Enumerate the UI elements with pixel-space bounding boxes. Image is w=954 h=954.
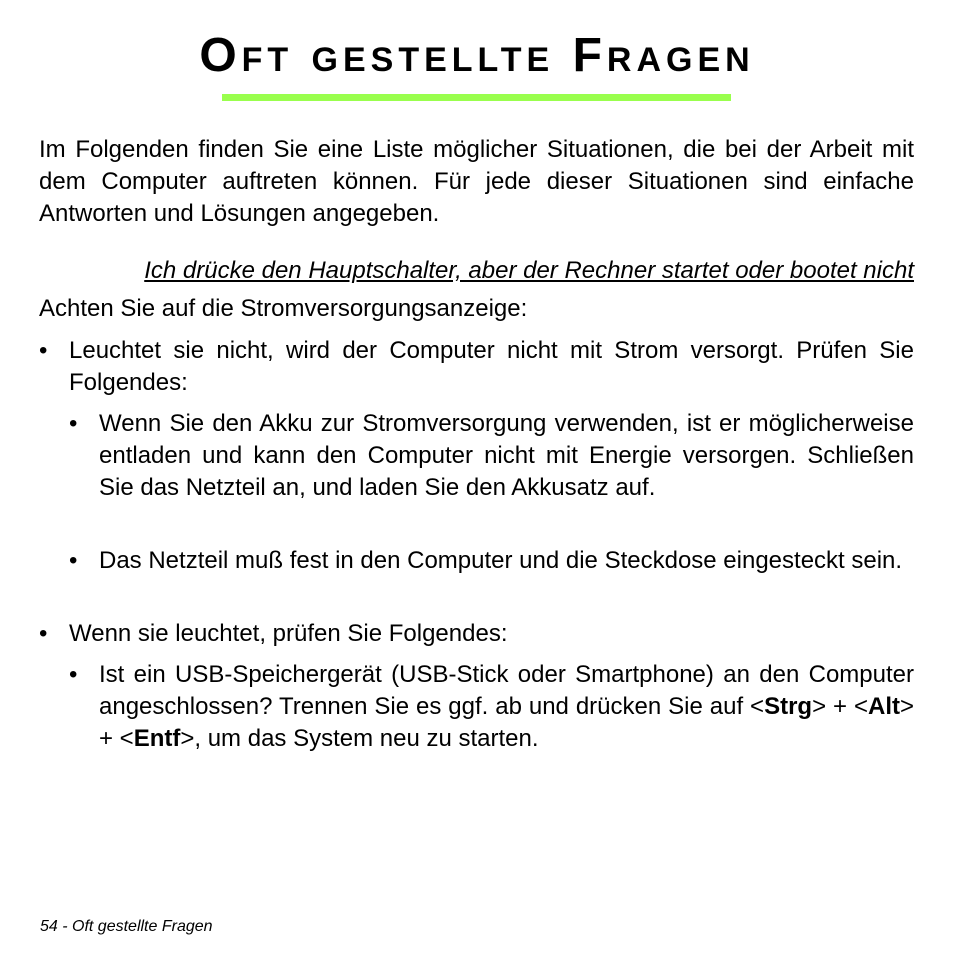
section-lead: Achten Sie auf die Stromversorgungsanzeige: bbox=[39, 295, 528, 322]
bullet-icon: • bbox=[69, 410, 78, 437]
list-item-text: Leuchtet sie nicht, wird der Computer nicht mit Strom versorgt. Prüfen Sie Folgendes: bbox=[69, 337, 914, 396]
page-title: Oft gestellte Fragen bbox=[199, 29, 755, 82]
key-separator: > + < bbox=[812, 693, 868, 720]
bullet-icon: • bbox=[69, 661, 78, 688]
intro-paragraph: Im Folgenden finden Sie eine Liste möglicher Situationen, die bei der Arbeit mit dem Computer auftreten können. Für jede dieser Situationen sind einfache Antworten und Lösungen angegeben. bbox=[39, 136, 914, 227]
bullet-icon: • bbox=[39, 337, 48, 364]
sub-list-item-text bbox=[99, 659, 914, 755]
key-separator: > + < bbox=[99, 693, 914, 752]
sub-list-item-text: Das Netzteil muß fest in den Computer und die Steckdose eingesteckt sein. bbox=[99, 547, 903, 574]
sub-list-item-text: Wenn Sie den Akku zur Stromversorgung verwenden, ist er möglicherweise entladen und kann den Computer nicht mit Energie versorgen. Schließen Sie das Netzteil an, und laden Sie den Akkusatz auf. bbox=[99, 410, 914, 501]
key-strg: Strg bbox=[764, 693, 813, 720]
page-footer: 54 - Oft gestellte Fragen bbox=[40, 918, 213, 935]
list-item-text: Wenn sie leuchtet, prüfen Sie Folgendes: bbox=[69, 620, 508, 647]
instruction-text-end: >, um das System neu zu starten. bbox=[180, 725, 539, 752]
section-heading: Ich drücke den Hauptschalter, aber der Rechner startet oder bootet nicht bbox=[144, 257, 914, 284]
key-alt: Alt bbox=[867, 693, 900, 720]
instruction-text-start: Ist ein USB-Speichergerät (USB-Stick oder Smartphone) an den Computer angeschlossen? Trennen Sie es ggf. ab und drücken Sie auf < bbox=[99, 661, 914, 720]
title-underline bbox=[222, 94, 731, 101]
bullet-icon: • bbox=[69, 547, 78, 574]
key-entf: Entf bbox=[133, 725, 181, 752]
bullet-icon: • bbox=[39, 620, 48, 647]
